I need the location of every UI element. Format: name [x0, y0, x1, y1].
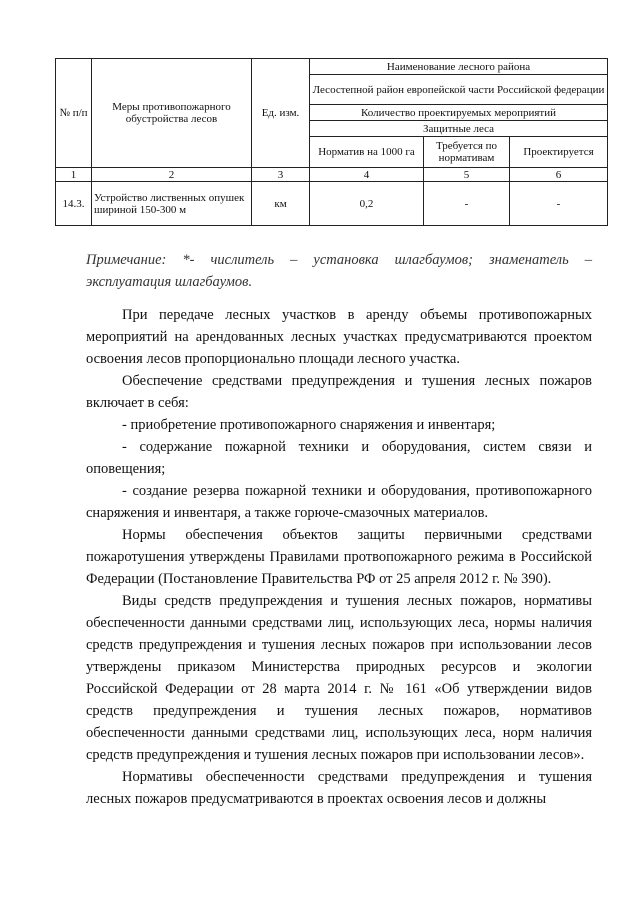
list-item: - содержание пожарной техники и оборудования, систем связи и оповещения;: [86, 439, 592, 477]
row-num: 14.3.: [56, 182, 92, 226]
list-item: - приобретение противопожарного снаряжения и инвентаря;: [122, 417, 496, 433]
header-num: № п/п: [56, 59, 92, 168]
paragraph: При передаче лесных участков в аренду объемы противопожарных мероприятий на арендованных лесных участках предусматриваются проектом освоения лесов пропорционально площади лесного участка.: [86, 307, 592, 367]
header-region-title: Наименование лесного района: [310, 59, 608, 75]
row-measure: Устройство лиственных опушек шириной 150-300 м: [92, 182, 252, 226]
paragraph: Виды средств предупреждения и тушения лесных пожаров, нормативы обеспеченности данными средствами лиц, использующих леса, нормы наличия средств предупреждения и тушения лесных пожаров при использовании лесов утверждены приказом Министерства природных ресурсов и экологии Российской Федерации от 28 марта 2014 г. № 161 «Об утверждении видов средств предупреждения и тушения лесных пожаров, нормативов обеспеченности данными средствами лиц, использующих леса, норм наличия средств предупреждения и тушения лесных пожаров при использовании лесов».: [86, 593, 592, 763]
header-unit: Ед. изм.: [252, 59, 310, 168]
col-number: 1: [56, 168, 92, 182]
col-number: 4: [310, 168, 424, 182]
header-region-name: Лесостепной район европейской части Российской федерации: [310, 75, 608, 105]
row-projected: -: [510, 182, 608, 226]
paragraph: Нормативы обеспеченности средствами предупреждения и тушения лесных пожаров предусматриваются в проектах освоения лесов и должны: [86, 769, 592, 807]
body-text: [86, 304, 592, 810]
col-number: 2: [92, 168, 252, 182]
fire-measures-table: [55, 58, 608, 226]
header-measures: Меры противопожарного обустройства лесов: [92, 59, 252, 168]
row-norm: 0,2: [310, 182, 424, 226]
paragraph: Нормы обеспечения объектов защиты первичными средствами пожаротушения утверждены Правилами протвопожарного режима в Российской Федерации (Постановление Правительства РФ от 25 апреля 2012 г. № 390).: [86, 527, 592, 587]
header-count: Количество проектируемых мероприятий: [310, 105, 608, 121]
row-unit: км: [252, 182, 310, 226]
col-number: 3: [252, 168, 310, 182]
list-item: - создание резерва пожарной техники и оборудования, противопожарного снаряжения и инвентаря, а также горюче-смазочных материалов.: [86, 483, 592, 521]
header-norm: Норматив на 1000 га: [310, 137, 424, 168]
col-number: 5: [424, 168, 510, 182]
paragraph: Обеспечение средствами предупреждения и тушения лесных пожаров включает в себя:: [86, 373, 592, 411]
col-number: 6: [510, 168, 608, 182]
table-note: Примечание: *- числитель – установка шлагбаумов; знаменатель – эксплуатация шлагбаумов.: [86, 252, 592, 290]
header-required: Требуется по нормативам: [424, 137, 510, 168]
row-required: -: [424, 182, 510, 226]
table-row: [56, 182, 608, 226]
header-forest-type: Защитные леса: [310, 121, 608, 137]
header-projected: Проектируется: [510, 137, 608, 168]
